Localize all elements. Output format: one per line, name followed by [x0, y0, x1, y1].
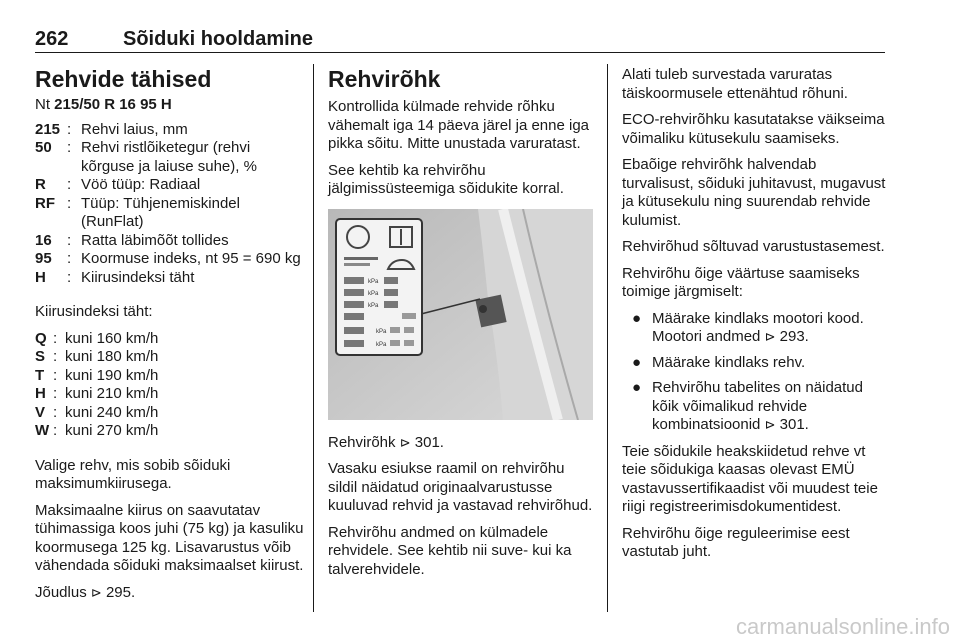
definition-value: Rehvi ristlõiketegur (rehvi kõrguse ja laiuse suhe), % [81, 139, 257, 175]
paragraph-max-speed: Maksimaalne kiirus on saavutatav tühimassiga koos juhi (75 kg) ja kasuliku koormusega 125 kg. Lisavarustus võib vähendada sõiduki maksimaalset kiirust. [35, 501, 304, 574]
reference-page-link[interactable]: 295. [101, 583, 136, 601]
definition-colon: : [67, 176, 72, 193]
example-line [35, 96, 305, 115]
definition-key: 16 [35, 231, 52, 249]
reference-tire-pressure [328, 434, 593, 453]
page-header [35, 24, 885, 54]
definition-row [35, 385, 305, 404]
header-rule [35, 52, 885, 53]
definition-value: kuni 160 km/h [65, 329, 159, 347]
speed-index-list [35, 330, 305, 441]
definition-key: H [35, 385, 46, 402]
definition-value: Tüüp: Tühjenemiskindel (RunFlat) [81, 194, 240, 230]
definition-row [35, 195, 305, 232]
definition-key: H [35, 268, 46, 286]
definition-key: 215 [35, 120, 61, 138]
page-ref-arrow-icon: ⊳ [399, 434, 411, 450]
definition-row [35, 250, 305, 269]
reference-page-link[interactable]: 301. [775, 416, 809, 433]
definition-row [35, 348, 305, 367]
reference-page-link[interactable]: 293. [775, 328, 809, 345]
definition-value: Kiirusindeksi täht [81, 268, 195, 286]
column-divider-1 [313, 64, 314, 612]
bullet-icon: ● [632, 353, 642, 371]
paragraph-eco-pressure: ECO-rehvirõhku kasutatakse väikseima võimaliku kütusekulu saamiseks. [622, 111, 885, 147]
paragraph-door-label: Vasaku esiukse raamil on rehvirõhu sildil näidatud originaalvarustusse kuuluvad rehvid ja vastavad rehvirõhud. [328, 460, 593, 514]
definition-colon: : [67, 139, 72, 156]
definition-row [35, 422, 305, 441]
paragraph-steps-intro: Rehvirõhu õige väärtuse saamiseks toimige järgmiselt: [622, 264, 860, 300]
definition-row [35, 404, 305, 423]
definition-key: R [35, 176, 46, 193]
kpa-label-3: kPa [368, 302, 379, 309]
definition-colon: : [53, 329, 58, 347]
definition-key: W [35, 422, 50, 439]
definition-value: Rehvi laius, mm [81, 120, 188, 138]
definition-row [35, 232, 305, 251]
paragraph-coc-certificate: Teie sõidukile heakskiidetud rehve vt teie sõidukiga kaasas olevast EMÜ vastavussertifikaadist või muudest teie riigi registreerimisdokumentidest. [622, 442, 878, 515]
definition-key: 50 [35, 139, 52, 156]
kpa-label-2: kPa [368, 290, 379, 297]
definition-value: kuni 210 km/h [65, 385, 159, 402]
chapter-title: Sõiduki hooldamine [123, 28, 314, 50]
definition-colon: : [67, 268, 72, 286]
kpa-label-1: kPa [368, 278, 379, 285]
column-tire-pressure [328, 66, 593, 587]
section-heading-tire-markings: Rehvide tähised [35, 66, 212, 92]
column-tire-markings [35, 66, 305, 610]
tire-code-definitions [35, 121, 305, 288]
definition-value: Ratta läbimõõt tollides [81, 231, 229, 249]
paragraph-tpms: See kehtib ka rehvirõhu jälgimissüsteemiga sõidukite korral. [328, 161, 564, 197]
definition-colon: : [53, 366, 58, 384]
definition-value: kuni 190 km/h [65, 366, 159, 384]
definition-colon: : [53, 348, 58, 365]
definition-value: Vöö tüüp: Radiaal [81, 176, 201, 193]
definition-key: V [35, 403, 46, 421]
page-number: 262 [35, 28, 69, 50]
example-prefix: Nt [35, 96, 55, 113]
paragraph-driver-responsibility: Rehvirõhu õige reguleerimise eest vastutab juht. [622, 524, 850, 560]
definition-key: Q [35, 329, 47, 347]
definition-colon: : [67, 120, 72, 138]
definition-row [35, 367, 305, 386]
paragraph-spare-wheel: Alati tuleb survestada varuratas täiskoormusele ettenähtud rõhuni. [622, 66, 848, 102]
definition-value: kuni 180 km/h [65, 348, 159, 365]
paragraph-equipment-level: Rehvirõhud sõltuvad varustustasemest. [622, 238, 885, 255]
reference-text: Jõudlus [35, 583, 91, 601]
reference-performance [35, 584, 305, 603]
definition-row [35, 176, 305, 195]
definition-key: 95 [35, 250, 52, 267]
paragraph-cold-tires: Rehvirõhu andmed on külmadele rehvidele. See kehtib nii suve- kui ka talverehvidele. [328, 523, 572, 578]
paragraph-incorrect-pressure: Ebaõige rehvirõhk halvendab turvalisust, sõiduki juhitavust, mugavust ja kütusekulu ning suurendab rehvide kulumist. [622, 156, 886, 229]
definition-row [35, 269, 305, 288]
page-ref-arrow-icon: ⊳ [764, 329, 776, 344]
definition-row [35, 139, 305, 176]
column-divider-2 [607, 64, 608, 612]
watermark: carmanualsonline.info [735, 614, 950, 639]
definition-colon: : [67, 250, 72, 267]
tire-pressure-label-photo [328, 209, 593, 420]
page-ref-arrow-icon: ⊳ [90, 584, 102, 600]
definition-key: S [35, 348, 46, 365]
paragraph-speed-choice: Valige rehv, mis sobib sõiduki maksimumkiirusega. [35, 456, 231, 492]
steps-list [622, 310, 892, 435]
definition-colon: : [53, 403, 58, 421]
section-heading-tire-pressure: Rehvirõhk [328, 66, 441, 92]
definition-row [35, 330, 305, 349]
definition-key: T [35, 366, 45, 384]
kpa-label-5: kPa [376, 341, 387, 348]
example-code: 215/50 R 16 95 H [54, 96, 172, 113]
list-item: ● Rehvirõhu tabelites on näidatud kõik võimalikud rehvide kombinatsioonid ⊳ 301. [632, 379, 863, 433]
definition-colon: : [53, 422, 58, 439]
definition-value: kuni 270 km/h [65, 422, 159, 439]
reference-page-link[interactable]: 301. [410, 433, 444, 451]
kpa-label-4: kPa [376, 328, 387, 335]
definition-row [35, 121, 305, 140]
definition-colon: : [53, 385, 58, 402]
speed-index-intro: Kiirusindeksi täht: [35, 303, 153, 320]
list-item: ● Määrake kindlaks mootori kood. Mootori andmed ⊳ 293. [632, 309, 864, 345]
definition-value: kuni 240 km/h [65, 403, 159, 421]
definition-value: Koormuse indeks, nt 95 = 690 kg [81, 250, 301, 267]
bullet-icon: ● [632, 309, 642, 327]
column-pressure-notes [622, 66, 892, 570]
definition-colon: : [67, 231, 72, 249]
list-item: ● Määrake kindlaks rehv. [632, 353, 806, 371]
paragraph-check-pressure: Kontrollida külmade rehvide rõhku vähemalt iga 14 päeva järel ja enne iga pikka sõitu. Mitte unustada varuratast. [328, 98, 590, 152]
reference-text: Rehvirõhk [328, 433, 400, 451]
definition-colon: : [67, 194, 72, 212]
page-ref-arrow-icon: ⊳ [764, 417, 776, 432]
definition-key: RF [35, 194, 55, 212]
bullet-icon: ● [632, 379, 642, 396]
